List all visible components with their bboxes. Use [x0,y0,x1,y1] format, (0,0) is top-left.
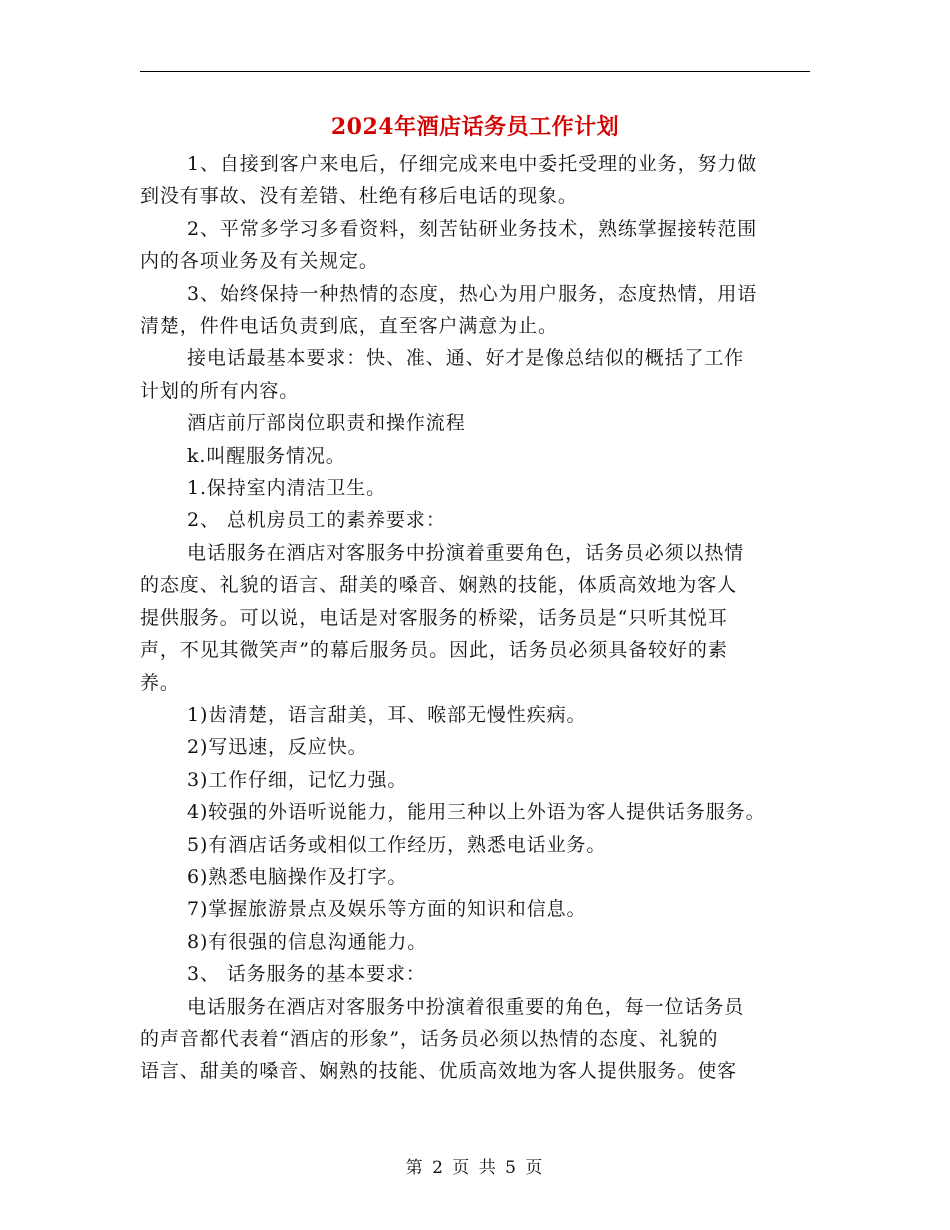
body-line: 的声音都代表着“酒店的形象”，话务员必须以热情的态度、礼貌的 [140,1027,719,1050]
body-line: 3、 话务服务的基本要求： [187,963,426,986]
body-line: 8)有很强的信息沟通能力。 [187,930,428,953]
body-line: 酒店前厅部岗位职责和操作流程 [187,412,466,435]
body-line: 6)熟悉电脑操作及打字。 [187,865,408,888]
body-line: 计划的所有内容。 [140,379,300,402]
body-line: 2、平常多学习多看资料，刻苦钻研业务技术，熟练掌握接转范围 [187,217,758,240]
body-line: 2)写迅速，反应快。 [187,736,368,759]
body-line: 到没有事故、没有差错、杜绝有移后电话的现象。 [140,185,578,208]
body-line: 5)有酒店话务或相似工作经历，熟悉电话业务。 [187,833,607,856]
body-line: 1)齿清楚，语言甜美，耳、喉部无慢性疾病。 [187,703,587,726]
body-line: 1、自接到客户来电后，仔细完成来电中委托受理的业务，努力做 [187,153,758,175]
body-line: 3)工作仔细，记忆力强。 [187,768,408,791]
page-number: 第 2 页 共 5 页 [405,1158,545,1178]
body-line: 电话服务在酒店对客服务中扮演着很重要的角色，每一位话务员 [187,995,745,1018]
body-line: 语言、甜美的嗓音、娴熟的技能、优质高效地为客人提供服务。使客 [140,1060,738,1083]
body-line: 声，不见其微笑声”的幕后服务员。因此，话务员必须具备较好的素 [140,639,728,662]
body-line: k.叫醒服务情况。 [187,444,346,467]
body-line: 养。 [140,671,180,694]
body-line: 清楚，件件电话负责到底，直至客户满意为止。 [140,315,558,338]
body-line: 的态度、礼貌的语言、甜美的嗓音、娴熟的技能，体质高效地为客人 [140,574,738,597]
body-line: 1.保持室内清洁卫生。 [187,477,387,500]
body-line: 接电话最基本要求：快、准、通、好才是像总结似的概括了工作 [187,347,745,370]
body-line: 4)较强的外语听说能力，能用三种以上外语为客人提供话务服务。 [187,801,766,824]
body-line: 2、 总机房员工的素养要求： [187,509,446,532]
body-line: 电话服务在酒店对客服务中扮演着重要角色，话务员必须以热情 [187,541,745,564]
document-body [140,148,810,1088]
body-line: 3、始终保持一种热情的态度，热心为用户服务，态度热情，用语 [187,282,758,305]
document-title: 2024年酒店话务员工作计划 [330,114,620,140]
body-line: 提供服务。可以说，电话是对客服务的桥梁，话务员是“只听其悦耳 [140,606,728,629]
body-line: 7)掌握旅游景点及娱乐等方面的知识和信息。 [187,898,587,921]
header-rule [140,71,810,72]
body-line: 内的各项业务及有关规定。 [140,250,379,273]
